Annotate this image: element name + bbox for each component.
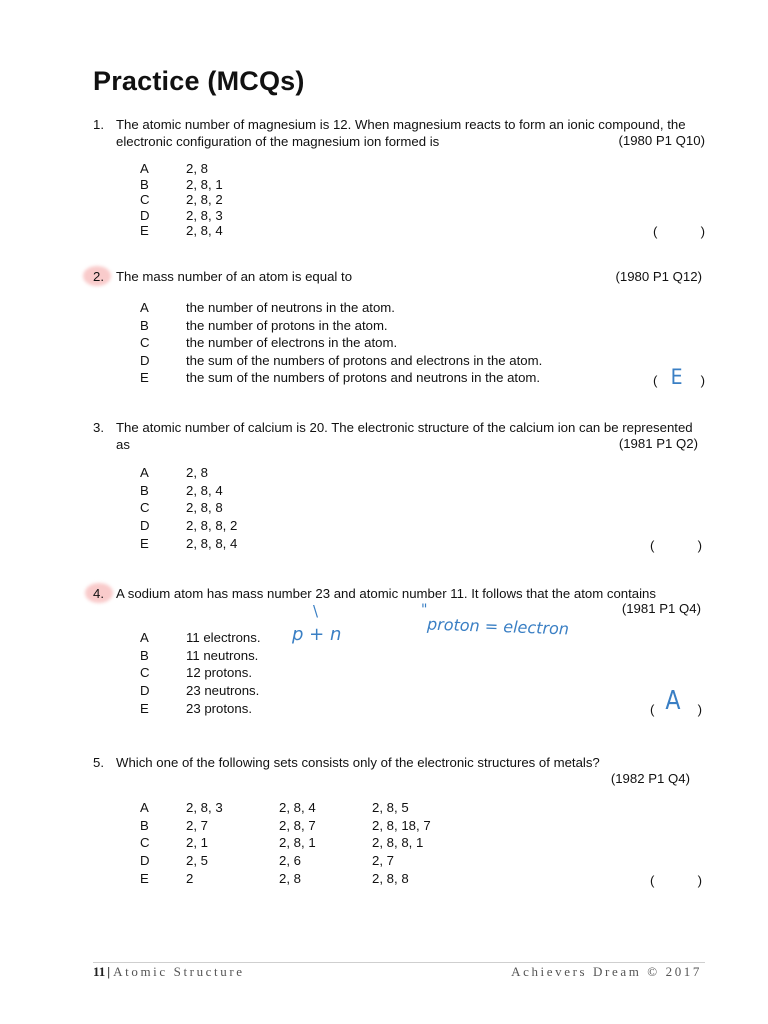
option-text: 11 neutrons.: [186, 647, 259, 663]
option-text: 12 protons.: [186, 665, 252, 681]
option-letter: A: [140, 161, 149, 176]
footer-divider: [93, 962, 705, 963]
option-letter: D: [140, 207, 150, 223]
option-text: 2, 8, 4: [186, 223, 223, 239]
question-source: (1981 P1 Q4): [621, 601, 701, 616]
question-number: 3.: [93, 420, 104, 435]
option-text: the number of neutrons in the atom.: [186, 300, 395, 315]
answer-box[interactable]: ( E ): [653, 365, 705, 389]
answer-box[interactable]: ( ): [653, 224, 705, 239]
option-col-1: 2, 8, 3: [186, 800, 223, 815]
answer-box[interactable]: ( A ): [650, 686, 702, 717]
option-text: 2, 8: [186, 465, 208, 480]
option-text: 2, 8: [186, 161, 208, 176]
question-2: [93, 268, 705, 398]
question-4: [93, 585, 705, 725]
handwritten-answer: E: [670, 365, 683, 389]
chapter-name: Atomic Structure: [113, 964, 245, 979]
option-col-2: 2, 6: [279, 853, 301, 869]
question-number: 4.: [93, 586, 104, 601]
option-letter: A: [140, 465, 149, 480]
question-source: (1981 P1 Q2): [618, 436, 698, 451]
question-text: The atomic number of calcium is 20. The electronic structure of the calcium ion can be represented as: [116, 420, 693, 452]
question-source: (1980 P1 Q10): [618, 133, 705, 148]
option-col-1: 2, 7: [186, 817, 208, 833]
option-text: the sum of the numbers of protons and neutrons in the atom.: [186, 370, 541, 385]
option-col-3: 2, 8, 5: [372, 800, 409, 815]
option-text: the number of protons in the atom.: [186, 317, 388, 333]
option-letter: A: [140, 800, 149, 815]
option-col-2: 2, 8: [279, 870, 301, 886]
answer-box[interactable]: ( ): [650, 873, 702, 888]
option-text: 23 protons.: [186, 700, 252, 716]
option-col-3: 2, 8, 8, 1: [372, 835, 424, 851]
footer-credit: Achievers Dream © 2017: [511, 964, 702, 979]
option-letter: D: [140, 683, 150, 699]
question-3: [93, 419, 705, 559]
question-text: The mass number of an atom is equal to: [116, 269, 353, 284]
option-text: 2, 8, 4: [186, 482, 223, 498]
page-title: Practice (MCQs): [93, 66, 305, 96]
question-text: Which one of the following sets consists only of the electronic structures of metals?: [116, 755, 600, 770]
option-letter: B: [140, 647, 149, 663]
question-1: [93, 116, 705, 246]
question-source: (1980 P1 Q12): [615, 269, 702, 284]
option-col-3: 2, 8, 18, 7: [372, 817, 431, 833]
option-letter: D: [140, 518, 150, 534]
option-text: 11 electrons.: [186, 630, 261, 645]
option-letter: A: [140, 300, 149, 315]
option-col-2: 2, 8, 7: [279, 817, 316, 833]
option-letter: C: [140, 500, 150, 516]
option-letter: B: [140, 317, 149, 333]
question-number: 1.: [93, 117, 104, 132]
option-letter: C: [140, 335, 150, 350]
option-letter: C: [140, 665, 150, 681]
option-col-2: 2, 8, 1: [279, 835, 316, 851]
question-text: The atomic number of magnesium is 12. When magnesium reacts to form an ionic compound, the electronic configuration of the magnesium ion formed is: [116, 117, 686, 149]
question-source: (1982 P1 Q4): [610, 771, 690, 786]
handwritten-answer: A: [665, 686, 681, 716]
option-text: 23 neutrons.: [186, 683, 260, 699]
option-col-1: 2, 5: [186, 853, 208, 869]
option-text: 2, 8, 3: [186, 207, 223, 223]
option-letter: D: [140, 853, 150, 869]
option-text: 2, 8, 2: [186, 192, 223, 208]
option-letter: E: [140, 700, 149, 716]
option-text: 2, 8, 8: [186, 500, 223, 516]
handwritten-note-atomic: proton = electron: [426, 614, 570, 639]
option-letter: B: [140, 482, 149, 498]
option-col-3: 2, 8, 8: [372, 870, 409, 886]
option-letter: E: [140, 870, 149, 886]
question-number: 2.: [93, 269, 104, 284]
option-text: 2, 8, 1: [186, 176, 223, 192]
option-letter: E: [140, 535, 149, 551]
option-letter: C: [140, 192, 150, 208]
page-number: 11: [93, 964, 106, 979]
option-letter: D: [140, 352, 150, 368]
option-letter: B: [140, 176, 149, 192]
option-col-1: 2: [186, 870, 194, 886]
handwritten-note-mass: p + n: [292, 624, 342, 645]
option-letter: E: [140, 370, 149, 385]
option-letter: E: [140, 223, 149, 239]
option-text: 2, 8, 8, 2: [186, 518, 238, 534]
option-letter: C: [140, 835, 150, 851]
footer-left: [93, 964, 245, 980]
question-number: 5.: [93, 755, 104, 770]
option-text: the number of electrons in the atom.: [186, 335, 398, 350]
option-letter: A: [140, 630, 149, 645]
footer-separator: |: [107, 964, 111, 979]
option-text: 2, 8, 8, 4: [186, 535, 238, 551]
answer-box[interactable]: ( ): [650, 538, 702, 553]
handwritten-tick-atomic: ": [421, 602, 428, 618]
option-col-1: 2, 1: [186, 835, 208, 851]
option-col-2: 2, 8, 4: [279, 800, 316, 815]
question-text: A sodium atom has mass number 23 and atomic number 11. It follows that the atom contains: [116, 586, 656, 601]
option-text: the sum of the numbers of protons and electrons in the atom.: [186, 352, 543, 368]
handwritten-tick-mass: \: [313, 602, 319, 620]
question-5: [93, 754, 705, 894]
option-letter: B: [140, 817, 149, 833]
option-col-3: 2, 7: [372, 853, 394, 869]
